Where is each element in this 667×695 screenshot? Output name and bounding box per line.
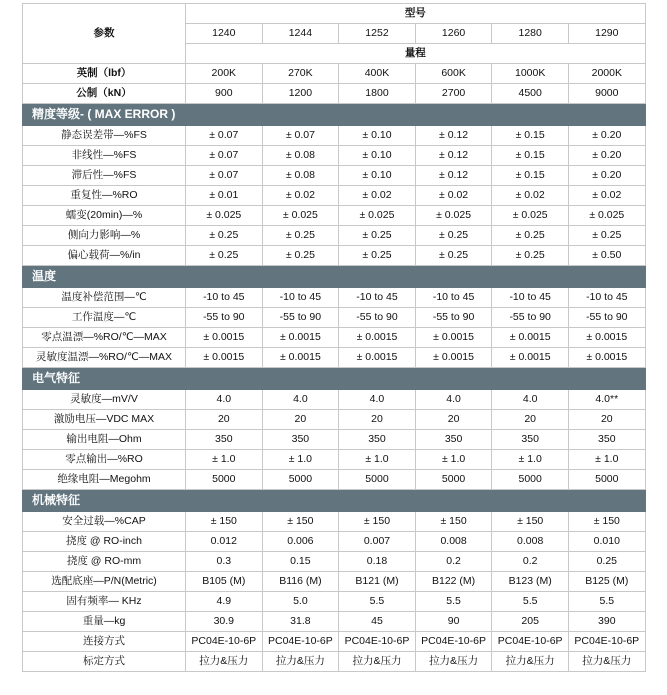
capacity-unit-label: 英制（lbf） (23, 64, 186, 84)
spec-value-cell: ± 0.25 (339, 226, 416, 246)
spec-row (23, 328, 646, 348)
spec-value-cell: ± 0.25 (492, 226, 569, 246)
spec-row-label: 偏心载荷—%/in (23, 246, 186, 266)
spec-row (23, 226, 646, 246)
model-number-cell: 1244 (262, 24, 339, 44)
capacity-group-header: 量程 (186, 44, 646, 64)
spec-value-cell: ± 0.0015 (492, 328, 569, 348)
capacity-value-cell: 4500 (492, 84, 569, 104)
spec-value-cell: 4.0 (415, 390, 492, 410)
spec-value-cell: ± 0.20 (568, 166, 645, 186)
spec-value-cell: 30.9 (186, 612, 263, 632)
spec-value-cell: ± 1.0 (262, 450, 339, 470)
spec-row-label: 输出电阻—Ohm (23, 430, 186, 450)
spec-row (23, 470, 646, 490)
capacity-value-cell: 200K (186, 64, 263, 84)
spec-value-cell: 20 (568, 410, 645, 430)
spec-row-label: 重量—kg (23, 612, 186, 632)
capacity-unit-label: 公制（kN） (23, 84, 186, 104)
spec-row-label: 标定方式 (23, 652, 186, 672)
spec-value-cell: 20 (492, 410, 569, 430)
model-group-header-row (23, 4, 646, 24)
spec-row (23, 450, 646, 470)
spec-row (23, 308, 646, 328)
spec-row-label: 非线性—%FS (23, 146, 186, 166)
spec-value-cell: ± 150 (186, 512, 263, 532)
spec-value-cell: 拉力&压力 (186, 652, 263, 672)
spec-value-cell: -10 to 45 (568, 288, 645, 308)
spec-value-cell: 350 (262, 430, 339, 450)
spec-value-cell: ± 150 (568, 512, 645, 532)
spec-value-cell: -10 to 45 (492, 288, 569, 308)
spec-value-cell: ± 0.25 (262, 246, 339, 266)
spec-row (23, 126, 646, 146)
section-header-row (23, 104, 646, 126)
spec-row (23, 652, 646, 672)
capacity-value-cell: 600K (415, 64, 492, 84)
spec-value-cell: ± 0.07 (262, 126, 339, 146)
spec-row-label: 绝缘电阻—Megohm (23, 470, 186, 490)
spec-row (23, 410, 646, 430)
spec-value-cell: 拉力&压力 (262, 652, 339, 672)
model-number-cell: 1280 (492, 24, 569, 44)
spec-row (23, 632, 646, 652)
spec-value-cell: 5000 (262, 470, 339, 490)
spec-value-cell: ± 0.10 (339, 126, 416, 146)
capacity-row (23, 84, 646, 104)
spec-value-cell: ± 0.02 (415, 186, 492, 206)
spec-value-cell: 5.0 (262, 592, 339, 612)
spec-value-cell: -55 to 90 (415, 308, 492, 328)
spec-value-cell: 5000 (186, 470, 263, 490)
spec-value-cell: 350 (415, 430, 492, 450)
parameter-column-header: 参数 (23, 4, 186, 64)
spec-value-cell: ± 0.07 (186, 166, 263, 186)
spec-value-cell: 拉力&压力 (492, 652, 569, 672)
spec-value-cell: ± 0.0015 (568, 348, 645, 368)
spec-row (23, 166, 646, 186)
spec-value-cell: ± 0.15 (492, 166, 569, 186)
spec-value-cell: ± 0.08 (262, 166, 339, 186)
spec-row (23, 288, 646, 308)
spec-value-cell: ± 0.025 (568, 206, 645, 226)
spec-value-cell: ± 0.25 (339, 246, 416, 266)
spec-row-label: 温度补偿范围—℃ (23, 288, 186, 308)
spec-value-cell: 45 (339, 612, 416, 632)
capacity-value-cell: 400K (339, 64, 416, 84)
spec-value-cell: ± 0.0015 (262, 328, 339, 348)
spec-value-cell: ± 0.50 (568, 246, 645, 266)
spec-value-cell: -55 to 90 (339, 308, 416, 328)
spec-value-cell: 350 (568, 430, 645, 450)
spec-value-cell: ± 0.0015 (186, 328, 263, 348)
spec-value-cell: ± 0.25 (186, 226, 263, 246)
spec-value-cell: 350 (339, 430, 416, 450)
spec-value-cell: ± 0.25 (492, 246, 569, 266)
spec-row-label: 灵敏度—mV/V (23, 390, 186, 410)
spec-value-cell: PC04E-10-6P (186, 632, 263, 652)
spec-value-cell: B105 (M) (186, 572, 263, 592)
capacity-value-cell: 270K (262, 64, 339, 84)
spec-value-cell: 0.010 (568, 532, 645, 552)
spec-row (23, 592, 646, 612)
section-title: 机械特征 (23, 490, 646, 512)
spec-value-cell: 5000 (339, 470, 416, 490)
spec-row (23, 430, 646, 450)
section-header-row (23, 490, 646, 512)
spec-value-cell: 5.5 (568, 592, 645, 612)
spec-value-cell: 350 (492, 430, 569, 450)
spec-row-label: 重复性—%RO (23, 186, 186, 206)
spec-value-cell: 4.0 (262, 390, 339, 410)
spec-value-cell: -55 to 90 (186, 308, 263, 328)
spec-row-label: 安全过载—%CAP (23, 512, 186, 532)
spec-row-label: 固有频率— KHz (23, 592, 186, 612)
spec-value-cell: ± 0.12 (415, 166, 492, 186)
spec-value-cell: 0.008 (415, 532, 492, 552)
spec-value-cell: ± 0.0015 (262, 348, 339, 368)
spec-row-label: 零点输出—%RO (23, 450, 186, 470)
spec-value-cell: -55 to 90 (568, 308, 645, 328)
spec-value-cell: B123 (M) (492, 572, 569, 592)
spec-value-cell: 0.008 (492, 532, 569, 552)
spec-value-cell: -10 to 45 (186, 288, 263, 308)
spec-value-cell: ± 0.01 (186, 186, 263, 206)
spec-value-cell: ± 150 (492, 512, 569, 532)
spec-value-cell: ± 0.07 (186, 126, 263, 146)
capacity-value-cell: 900 (186, 84, 263, 104)
spec-value-cell: 4.0 (492, 390, 569, 410)
spec-value-cell: ± 0.0015 (492, 348, 569, 368)
spec-value-cell: ± 0.07 (186, 146, 263, 166)
spec-value-cell: -55 to 90 (492, 308, 569, 328)
spec-value-cell: 0.15 (262, 552, 339, 572)
spec-row-label: 挠度 @ RO-mm (23, 552, 186, 572)
spec-value-cell: 拉力&压力 (415, 652, 492, 672)
spec-row (23, 572, 646, 592)
spec-value-cell: ± 150 (262, 512, 339, 532)
capacity-value-cell: 9000 (568, 84, 645, 104)
spec-value-cell: ± 0.20 (568, 146, 645, 166)
spec-value-cell: ± 1.0 (415, 450, 492, 470)
spec-value-cell: ± 0.15 (492, 126, 569, 146)
spec-value-cell: PC04E-10-6P (339, 632, 416, 652)
spec-value-cell: PC04E-10-6P (415, 632, 492, 652)
spec-row (23, 348, 646, 368)
spec-value-cell: 205 (492, 612, 569, 632)
spec-value-cell: 0.006 (262, 532, 339, 552)
spec-row (23, 146, 646, 166)
spec-value-cell: 5000 (568, 470, 645, 490)
capacity-row (23, 64, 646, 84)
spec-value-cell: 0.18 (339, 552, 416, 572)
spec-value-cell: 90 (415, 612, 492, 632)
spec-value-cell: ± 0.12 (415, 146, 492, 166)
spec-value-cell: 0.25 (568, 552, 645, 572)
spec-value-cell: 5000 (492, 470, 569, 490)
spec-value-cell: ± 0.02 (568, 186, 645, 206)
spec-value-cell: ± 0.0015 (339, 328, 416, 348)
spec-value-cell: 拉力&压力 (568, 652, 645, 672)
spec-value-cell: ± 0.25 (186, 246, 263, 266)
spec-value-cell: 20 (339, 410, 416, 430)
spec-value-cell: ± 0.10 (339, 166, 416, 186)
spec-row-label: 侧向力影响—% (23, 226, 186, 246)
spec-value-cell: ± 0.025 (415, 206, 492, 226)
spec-row-label: 零点温漂—%RO/℃—MAX (23, 328, 186, 348)
spec-value-cell: 5.5 (415, 592, 492, 612)
spec-value-cell: ± 0.25 (415, 226, 492, 246)
spec-value-cell: 5.5 (492, 592, 569, 612)
spec-row (23, 246, 646, 266)
model-number-cell: 1252 (339, 24, 416, 44)
spec-value-cell: ± 0.0015 (415, 328, 492, 348)
spec-value-cell: -10 to 45 (262, 288, 339, 308)
spec-row (23, 512, 646, 532)
spec-value-cell: 4.0 (186, 390, 263, 410)
spec-value-cell: ± 0.025 (186, 206, 263, 226)
spec-value-cell: ± 0.25 (568, 226, 645, 246)
spec-value-cell: B122 (M) (415, 572, 492, 592)
spec-value-cell: B125 (M) (568, 572, 645, 592)
spec-row-label: 滞后性—%FS (23, 166, 186, 186)
spec-value-cell: ± 1.0 (492, 450, 569, 470)
section-header-row (23, 368, 646, 390)
spec-value-cell: 20 (186, 410, 263, 430)
spec-value-cell: ± 0.20 (568, 126, 645, 146)
spec-row (23, 552, 646, 572)
capacity-value-cell: 1800 (339, 84, 416, 104)
spec-value-cell: 0.007 (339, 532, 416, 552)
spec-value-cell: ± 0.02 (262, 186, 339, 206)
spec-value-cell: 5.5 (339, 592, 416, 612)
spec-row (23, 532, 646, 552)
spec-value-cell: 0.012 (186, 532, 263, 552)
spec-value-cell: -55 to 90 (262, 308, 339, 328)
spec-row (23, 612, 646, 632)
spec-row-label: 灵敏度温漂—%RO/℃—MAX (23, 348, 186, 368)
section-title: 温度 (23, 266, 646, 288)
spec-row-label: 激励电压—VDC MAX (23, 410, 186, 430)
section-title: 电气特征 (23, 368, 646, 390)
spec-value-cell: 0.3 (186, 552, 263, 572)
spec-value-cell: ± 0.12 (415, 126, 492, 146)
spec-value-cell: ± 0.0015 (568, 328, 645, 348)
spec-value-cell: PC04E-10-6P (262, 632, 339, 652)
spec-value-cell: -10 to 45 (339, 288, 416, 308)
spec-value-cell: 5000 (415, 470, 492, 490)
model-number-cell: 1290 (568, 24, 645, 44)
load-cell-specification-sheet (22, 3, 645, 672)
spec-value-cell: ± 1.0 (186, 450, 263, 470)
spec-value-cell: ± 0.025 (339, 206, 416, 226)
spec-value-cell: B121 (M) (339, 572, 416, 592)
spec-value-cell: 31.8 (262, 612, 339, 632)
spec-value-cell: ± 0.025 (492, 206, 569, 226)
spec-value-cell: ± 1.0 (568, 450, 645, 470)
spec-value-cell: ± 0.0015 (339, 348, 416, 368)
spec-row (23, 186, 646, 206)
spec-value-cell: ± 0.25 (415, 246, 492, 266)
spec-value-cell: 4.0** (568, 390, 645, 410)
spec-value-cell: B116 (M) (262, 572, 339, 592)
spec-value-cell: -10 to 45 (415, 288, 492, 308)
spec-row-label: 挠度 @ RO-inch (23, 532, 186, 552)
spec-row (23, 390, 646, 410)
spec-value-cell: 4.0 (339, 390, 416, 410)
spec-value-cell: ± 0.02 (492, 186, 569, 206)
section-title: 精度等级- ( MAX ERROR ) (23, 104, 646, 126)
spec-row-label: 连接方式 (23, 632, 186, 652)
spec-value-cell: 拉力&压力 (339, 652, 416, 672)
spec-value-cell: ± 0.25 (262, 226, 339, 246)
spec-value-cell: ± 0.0015 (186, 348, 263, 368)
spec-value-cell: ± 0.10 (339, 146, 416, 166)
spec-value-cell: PC04E-10-6P (492, 632, 569, 652)
section-header-row (23, 266, 646, 288)
specification-table (22, 3, 646, 672)
model-group-header: 型号 (186, 4, 646, 24)
spec-row-label: 蠕变(20min)—% (23, 206, 186, 226)
capacity-value-cell: 2000K (568, 64, 645, 84)
model-number-cell: 1240 (186, 24, 263, 44)
capacity-value-cell: 2700 (415, 84, 492, 104)
spec-value-cell: ± 150 (415, 512, 492, 532)
spec-value-cell: ± 0.08 (262, 146, 339, 166)
spec-row (23, 206, 646, 226)
spec-value-cell: ± 1.0 (339, 450, 416, 470)
spec-value-cell: ± 0.15 (492, 146, 569, 166)
spec-value-cell: PC04E-10-6P (568, 632, 645, 652)
spec-row-label: 静态误差带—%FS (23, 126, 186, 146)
spec-value-cell: 0.2 (492, 552, 569, 572)
spec-value-cell: ± 0.02 (339, 186, 416, 206)
spec-value-cell: 390 (568, 612, 645, 632)
capacity-value-cell: 1200 (262, 84, 339, 104)
spec-value-cell: 20 (262, 410, 339, 430)
spec-row-label: 选配底座—P/N(Metric) (23, 572, 186, 592)
capacity-value-cell: 1000K (492, 64, 569, 84)
spec-value-cell: ± 0.025 (262, 206, 339, 226)
spec-row-label: 工作温度—℃ (23, 308, 186, 328)
spec-value-cell: ± 0.0015 (415, 348, 492, 368)
spec-value-cell: ± 150 (339, 512, 416, 532)
spec-value-cell: 20 (415, 410, 492, 430)
spec-value-cell: 4.9 (186, 592, 263, 612)
model-number-cell: 1260 (415, 24, 492, 44)
spec-value-cell: 350 (186, 430, 263, 450)
spec-value-cell: 0.2 (415, 552, 492, 572)
